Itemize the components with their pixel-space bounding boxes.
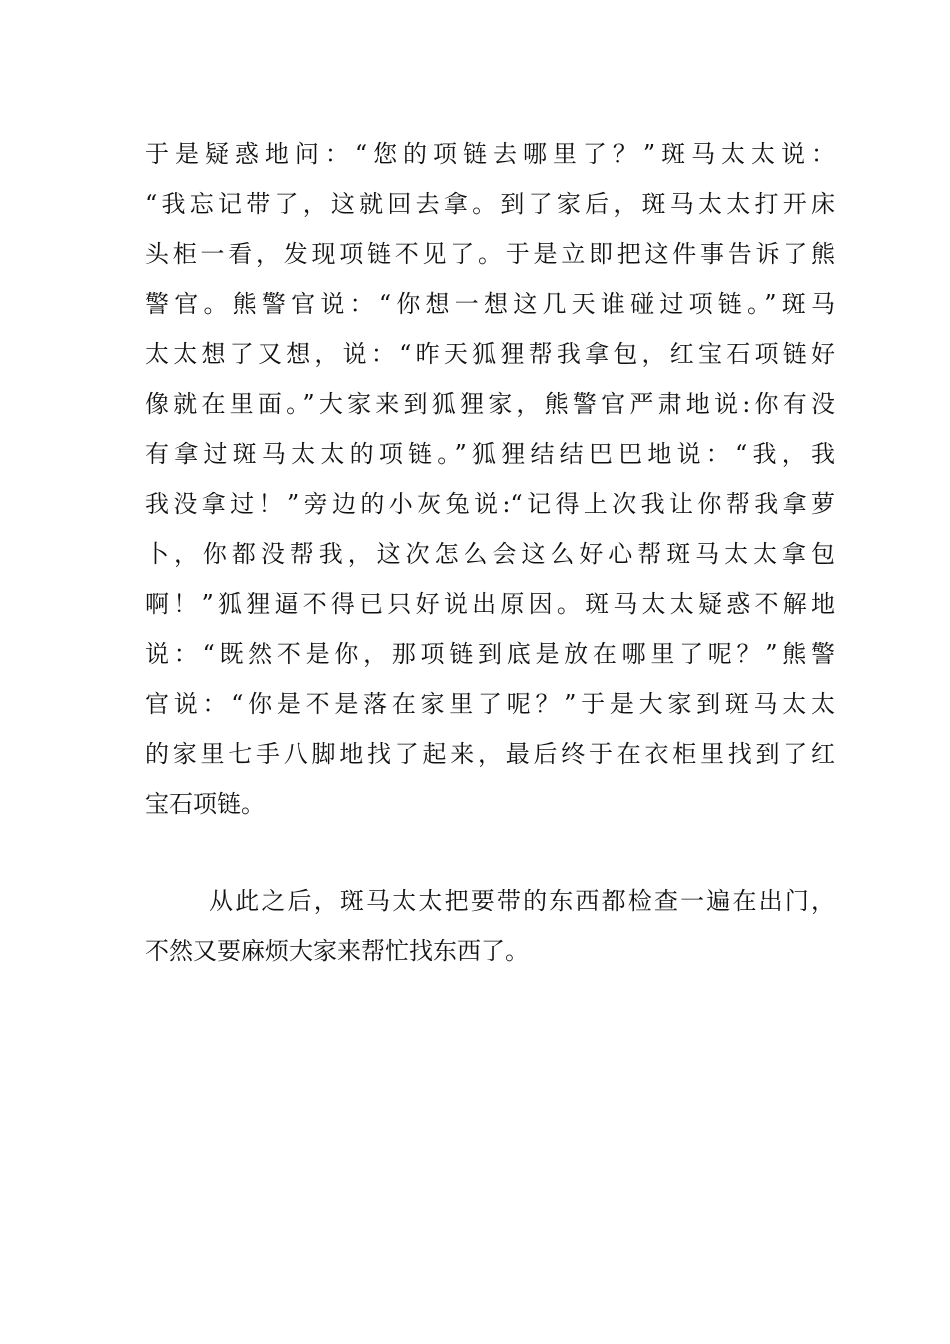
text-line: 从此之后，斑马太太把要带的东西都检查一遍在出门， <box>209 887 835 915</box>
text-line: “我忘记带了，这就回去拿。到了家后，斑马太太打开床 <box>145 190 835 218</box>
text-line: 宝石项链。 <box>145 790 265 818</box>
text-line: 的家里七手八脚地找了起来，最后终于在衣柜里找到了红 <box>145 740 835 768</box>
text-line: 卜，你都没帮我，这次怎么会这么好心帮斑马太太拿包 <box>145 540 835 568</box>
text-line: 太太想了又想，说：“昨天狐狸帮我拿包，红宝石项链好 <box>145 340 835 368</box>
text-line: 警官。熊警官说：“你想一想这几天谁碰过项链。”斑马 <box>145 290 835 318</box>
text-line: 不然又要麻烦大家来帮忙找东西了。 <box>145 937 529 965</box>
text-line: 啊！”狐狸逼不得已只好说出原因。斑马太太疑惑不解地 <box>145 590 835 618</box>
text-line: 有拿过斑马太太的项链。”狐狸结结巴巴地说：“我，我 <box>145 440 835 468</box>
text-line: 官说：“你是不是落在家里了呢？”于是大家到斑马太太 <box>145 690 835 718</box>
story-paragraph-2 <box>145 876 835 976</box>
story-paragraph-1 <box>145 129 835 829</box>
text-line: 于是疑惑地问：“您的项链去哪里了？”斑马太太说： <box>145 140 835 168</box>
text-line: 像就在里面。”大家来到狐狸家，熊警官严肃地说:你有没 <box>145 390 835 418</box>
text-line: 头柜一看，发现项链不见了。于是立即把这件事告诉了熊 <box>145 240 835 268</box>
text-line: 说：“既然不是你，那项链到底是放在哪里了呢？”熊警 <box>145 640 835 668</box>
text-line: 我没拿过！”旁边的小灰兔说:“记得上次我让你帮我拿萝 <box>145 490 835 518</box>
